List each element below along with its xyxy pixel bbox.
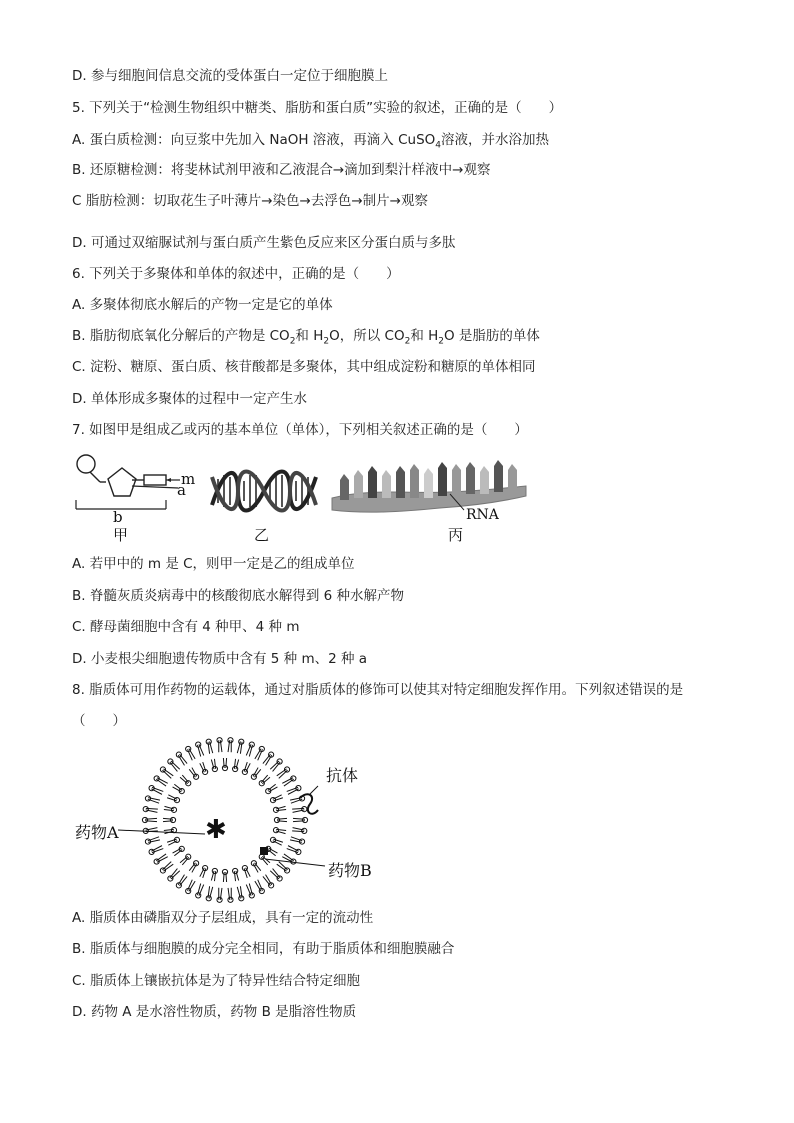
phospholipid-tail xyxy=(208,742,210,754)
q8-option-c: C. 脂质体上镶嵌抗体是为了特异性结合特定细胞 xyxy=(72,973,361,989)
antibody-shape xyxy=(300,794,318,814)
label-yi: 乙 xyxy=(254,526,270,544)
phospholipid-head xyxy=(228,897,233,902)
q7-option-b: B. 脊髓灰质炎病毒中的核酸彻底水解得到 6 种水解产物 xyxy=(72,588,405,604)
q6-option-c: C. 淀粉、糖原、蛋白质、核苷酸都是多聚体，其中组成淀粉和糖原的单体相同 xyxy=(72,359,536,375)
phospholipid-head xyxy=(217,738,222,743)
label-drug-a: 药物A xyxy=(75,823,119,842)
q7-stem: 7. 如图甲是组成乙或丙的基本单位（单体），下列相关叙述正确的是（ ） xyxy=(72,422,528,438)
base-rect xyxy=(144,475,166,485)
q8-paren: （ ） xyxy=(72,713,126,729)
q5-option-c: C 脂肪检测：切取花生子叶薄片→染色→去浮色→制片→观察 xyxy=(72,193,428,209)
q7-option-d: D. 小麦根尖细胞遗传物质中含有 5 种 m、2 种 a xyxy=(72,651,368,667)
label-bing: 丙 xyxy=(448,526,464,544)
phospholipid-head xyxy=(228,738,233,743)
label-jia: 甲 xyxy=(113,526,129,544)
q7-option-a: A. 若甲中的 m 是 C，则甲一定是乙的组成单位 xyxy=(72,556,355,572)
label-antibody: 抗体 xyxy=(326,766,359,785)
q5-option-a: A. 蛋白质检测：向豆浆中先加入 NaOH 溶液，再滴入 CuSO$_4$溶液，并水浴加热 xyxy=(72,132,550,151)
label-drug-b: 药物B xyxy=(328,861,372,880)
label-a: a xyxy=(177,481,186,499)
phospholipid-tail xyxy=(240,742,242,754)
phospholipid-head xyxy=(217,897,222,902)
q5-stem: 5. 下列关于“检测生物组织中糖类、脂肪和蛋白质”实验的叙述，正确的是（ ） xyxy=(72,100,563,116)
q4-option-d: D. 参与细胞间信息交流的受体蛋白一定位于细胞膜上 xyxy=(72,68,388,84)
q8-option-b: B. 脂质体与细胞膜的成分完全相同，有助于脂质体和细胞膜融合 xyxy=(72,941,455,957)
label-m: m xyxy=(181,470,196,488)
dna-helix-diagram xyxy=(210,465,320,517)
q5-option-b: B. 还原糖检测：将斐林试剂甲液和乙液混合→滴加到梨汁样液中→观察 xyxy=(72,162,491,178)
drug-a-asterisk: ✱ xyxy=(205,815,227,845)
q6-option-a: A. 多聚体彻底水解后的产物一定是它的单体 xyxy=(72,297,333,313)
phosphate-circle xyxy=(77,455,95,473)
q8-option-d: D. 药物 A 是水溶性物质，药物 B 是脂溶性物质 xyxy=(72,1004,357,1020)
q8-option-a: A. 脂质体由磷脂双分子层组成，具有一定的流动性 xyxy=(72,910,374,926)
q8-stem: 8. 脂质体可用作药物的运载体，通过对脂质体的修饰可以使其对特定细胞发挥作用。下列叙述错误的是 xyxy=(72,682,684,698)
label-rna: RNA xyxy=(466,507,499,523)
q5-option-d: D. 可通过双缩脲试剂与蛋白质产生紫色反应来区分蛋白质与多肽 xyxy=(72,235,456,251)
q7-option-c: C. 酵母菌细胞中含有 4 种甲、4 种 m xyxy=(72,619,300,635)
rna-strand-diagram xyxy=(330,458,530,518)
label-b: b xyxy=(113,508,123,526)
pentose-ring xyxy=(108,468,136,496)
q6-option-b: B. 脂肪彻底氧化分解后的产物是 $CO_2$和 $H_2O$，所以 $CO_2$和 $H_2O$ 是脂肪的单体 xyxy=(72,328,540,347)
q6-stem: 6. 下列关于多聚体和单体的叙述中，正确的是（ ） xyxy=(72,266,400,282)
q6-option-d: D. 单体形成多聚体的过程中一定产生水 xyxy=(72,391,307,407)
